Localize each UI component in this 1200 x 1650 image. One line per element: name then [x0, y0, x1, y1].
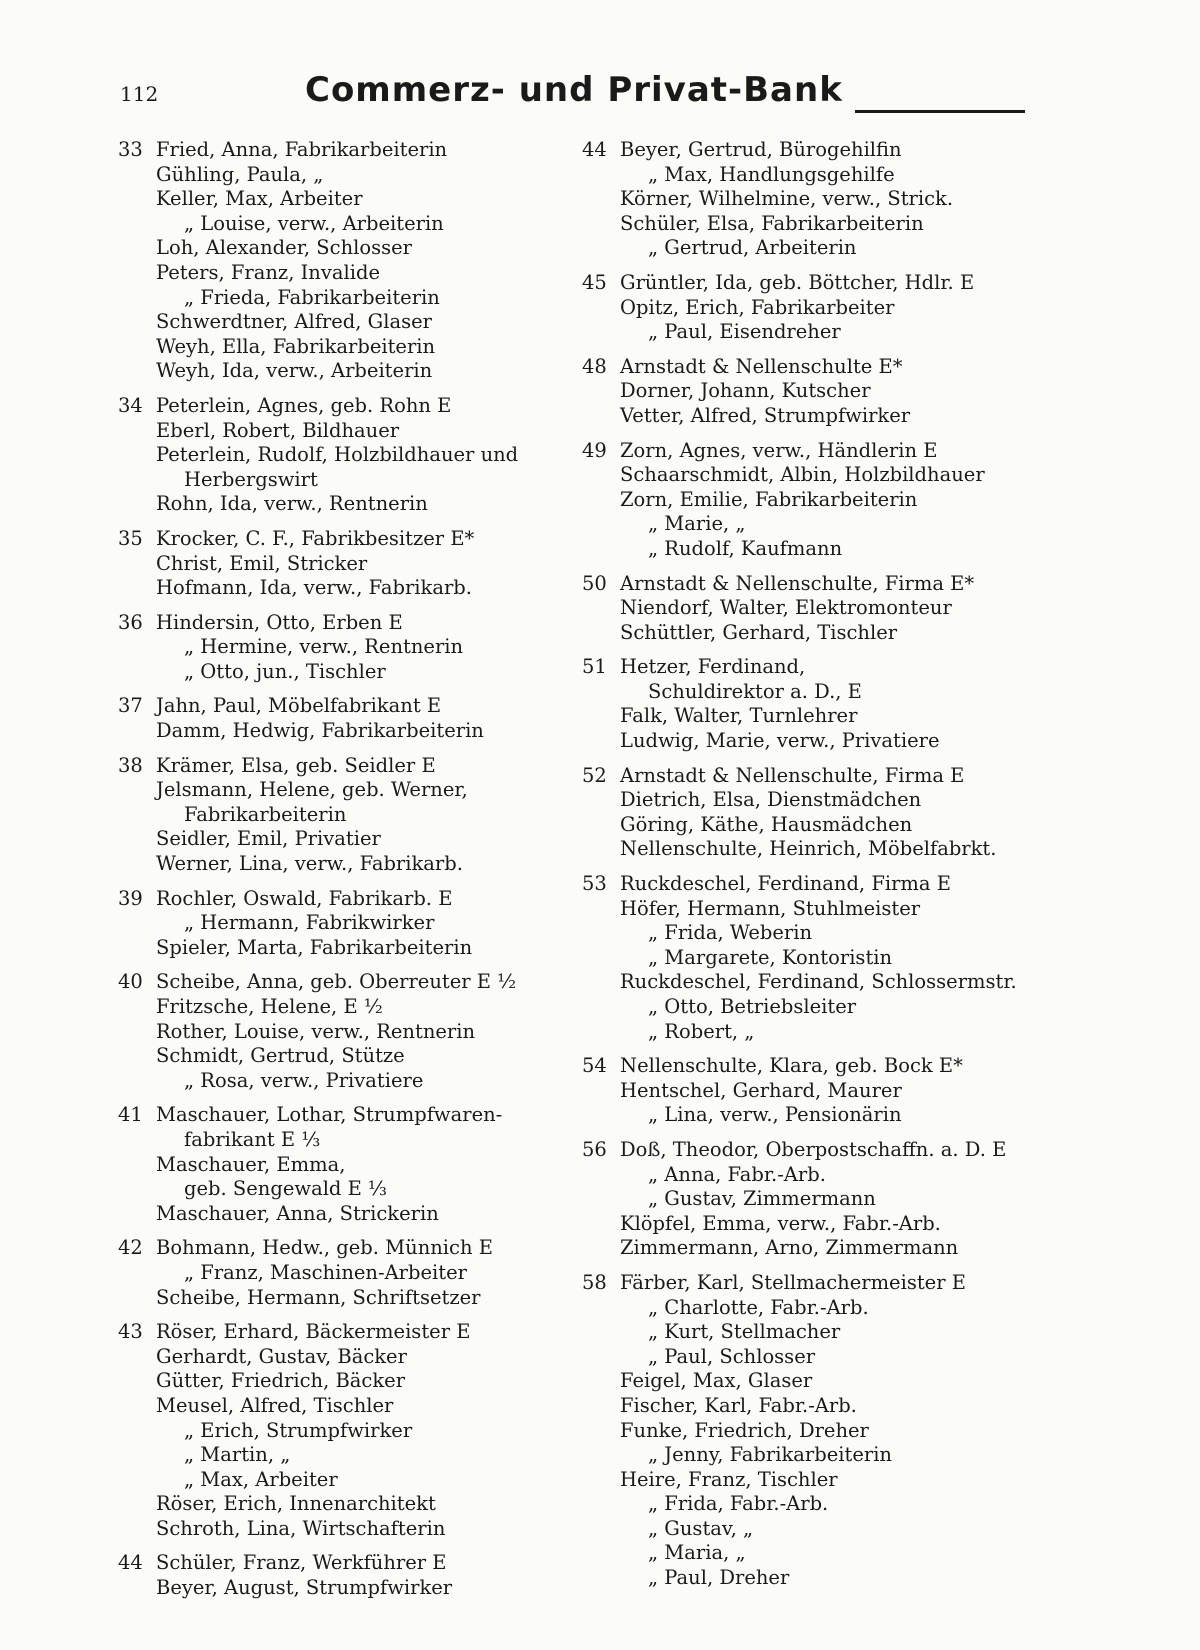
resident-line: Keller, Max, Arbeiter — [156, 187, 363, 211]
resident-line: „ Max, Arbeiter — [184, 1467, 338, 1491]
resident-line: „ Kurt, Stellmacher — [648, 1320, 841, 1344]
resident-line: Herbergswirt — [184, 467, 318, 491]
house-entry — [118, 1551, 588, 1600]
resident-line: Maschauer, Anna, Strickerin — [156, 1201, 439, 1225]
house-entry — [582, 138, 1052, 261]
resident-line: „ Maria, „ — [648, 1541, 746, 1565]
resident-line: Werner, Lina, verw., Fabrikarb. — [156, 852, 463, 876]
resident-line: Niendorf, Walter, Elektromonteur — [620, 596, 952, 620]
resident-line: „ Otto, Betriebsleiter — [648, 995, 857, 1018]
house-entry — [582, 271, 1052, 345]
resident-line: „ Robert, „ — [648, 1019, 755, 1043]
house-number: 48 — [582, 354, 607, 378]
house-entry — [582, 1054, 1052, 1128]
resident-line: Hentschel, Gerhard, Maurer — [620, 1078, 902, 1102]
house-number: 49 — [582, 438, 607, 462]
resident-line: „ Paul, Eisendreher — [648, 320, 841, 344]
house-number: 43 — [118, 1320, 143, 1344]
resident-line: Scheibe, Anna, geb. Oberreuter E ½ — [156, 970, 517, 994]
house-number: 36 — [118, 610, 143, 634]
resident-line: „ Hermann, Fabrikwirker — [184, 911, 435, 935]
resident-line: Zorn, Emilie, Fabrikarbeiterin — [620, 487, 918, 511]
house-number: 37 — [118, 694, 143, 718]
resident-line: Bohmann, Hedw., geb. Münnich E — [156, 1236, 493, 1260]
resident-line: Ludwig, Marie, verw., Privatiere — [620, 729, 940, 753]
resident-line: Opitz, Erich, Fabrikarbeiter — [620, 295, 895, 319]
resident-line: „ Marie, „ — [648, 512, 746, 536]
resident-line: „ Gustav, Zimmermann — [648, 1187, 876, 1211]
resident-line: „ Anna, Fabr.-Arb. — [648, 1162, 826, 1186]
resident-line: Seidler, Emil, Privatier — [156, 827, 381, 851]
house-number: 51 — [582, 655, 607, 679]
right-column — [582, 138, 1052, 1601]
resident-line: Rohn, Ida, verw., Rentnerin — [156, 492, 428, 516]
resident-line: Rochler, Oswald, Fabrikarb. E — [156, 886, 453, 910]
house-entry — [582, 355, 1052, 429]
resident-line: Jelsmann, Helene, geb. Werner, — [156, 778, 468, 802]
resident-line: „ Charlotte, Fabr.-Arb. — [648, 1295, 869, 1319]
resident-line: Ruckdeschel, Ferdinand, Schlossermstr. — [620, 970, 1017, 994]
house-number: 56 — [582, 1137, 607, 1161]
house-number: 35 — [118, 526, 143, 550]
resident-line: Gütter, Friedrich, Bäcker — [156, 1369, 406, 1393]
resident-line: Nellenschulte, Klara, geb. Bock E* — [620, 1054, 963, 1078]
resident-line: Loh, Alexander, Schlosser — [156, 236, 412, 260]
house-entry — [118, 1236, 588, 1310]
title-rule — [855, 110, 1025, 113]
resident-line: Göring, Käthe, Hausmädchen — [620, 812, 913, 836]
resident-line: „ Erich, Strumpfwirker — [184, 1418, 413, 1442]
house-entry — [118, 694, 588, 743]
resident-line: „ Martin, „ — [184, 1443, 291, 1467]
resident-line: Falk, Walter, Turnlehrer — [620, 704, 858, 728]
page-number: 112 — [120, 82, 159, 106]
house-entry — [582, 655, 1052, 753]
resident-line: Fabrikarbeiterin — [184, 802, 347, 826]
resident-line: Beyer, Gertrud, Bürogehilfin — [620, 138, 902, 161]
resident-line: Gühling, Paula, „ — [156, 162, 324, 186]
house-number: 45 — [582, 270, 607, 294]
resident-line: Schmidt, Gertrud, Stütze — [156, 1044, 405, 1068]
resident-line: Christ, Emil, Stricker — [156, 551, 368, 575]
house-number: 42 — [118, 1236, 143, 1260]
resident-line: Hofmann, Ida, verw., Fabrikarb. — [156, 576, 472, 600]
resident-line: Schuldirektor a. D., E — [648, 679, 862, 703]
house-entry — [582, 1138, 1052, 1261]
resident-line: Maschauer, Emma, — [156, 1152, 346, 1176]
house-number: 34 — [118, 393, 143, 417]
resident-line: Heire, Franz, Tischler — [620, 1467, 838, 1491]
house-number: 41 — [118, 1103, 143, 1127]
resident-line: Peters, Franz, Invalide — [156, 260, 380, 284]
resident-line: „ Hermine, verw., Rentnerin — [184, 635, 464, 659]
resident-line: Jahn, Paul, Möbelfabrikant E — [156, 694, 442, 718]
resident-line: Zorn, Agnes, verw., Händlerin E — [620, 438, 938, 462]
resident-line: „ Frieda, Fabrikarbeiterin — [184, 285, 440, 309]
house-number: 58 — [582, 1270, 607, 1294]
house-entry — [118, 527, 588, 601]
resident-line: Hindersin, Otto, Erben E — [156, 610, 403, 634]
resident-line: Krämer, Elsa, geb. Seidler E — [156, 753, 436, 777]
resident-line: Ruckdeschel, Ferdinand, Firma E — [620, 872, 951, 896]
resident-line: Schüttler, Gerhard, Tischler — [620, 620, 898, 644]
resident-line: Scheibe, Hermann, Schriftsetzer — [156, 1285, 481, 1309]
house-entry — [118, 611, 588, 685]
resident-line: Peterlein, Agnes, geb. Rohn E — [156, 393, 452, 417]
house-entry — [582, 439, 1052, 562]
house-entry — [582, 764, 1052, 862]
resident-line: Schüler, Franz, Werkführer E — [156, 1551, 447, 1575]
left-column — [118, 138, 588, 1611]
resident-line: Dietrich, Elsa, Dienstmädchen — [620, 788, 922, 812]
resident-line: Vetter, Alfred, Strumpfwirker — [620, 403, 911, 427]
house-entry — [582, 1271, 1052, 1591]
resident-line: „ Gertrud, Arbeiterin — [648, 236, 857, 260]
resident-line: Arnstadt & Nellenschulte, Firma E* — [620, 571, 975, 595]
resident-line: Röser, Erich, Innenarchitekt — [156, 1492, 436, 1516]
resident-line: Damm, Hedwig, Fabrikarbeiterin — [156, 719, 484, 743]
house-number: 39 — [118, 886, 143, 910]
resident-line: geb. Sengewald E ⅓ — [184, 1177, 387, 1201]
resident-line: Hetzer, Ferdinand, — [620, 655, 806, 679]
resident-line: Krocker, C. F., Fabrikbesitzer E* — [156, 526, 475, 550]
house-entry — [118, 394, 588, 517]
resident-line: Dorner, Johann, Kutscher — [620, 379, 871, 403]
house-number: 52 — [582, 763, 607, 787]
resident-line: Beyer, August, Strumpfwirker — [156, 1576, 453, 1600]
resident-line: Meusel, Alfred, Tischler — [156, 1393, 394, 1417]
resident-line: „ Gustav, „ — [648, 1516, 754, 1540]
resident-line: Doß, Theodor, Oberpostschaffn. a. D. E — [620, 1137, 1007, 1161]
house-entry — [118, 887, 588, 961]
resident-line: Zimmermann, Arno, Zimmermann — [620, 1236, 959, 1260]
resident-line: Röser, Erhard, Bäckermeister E — [156, 1320, 471, 1344]
resident-line: „ Otto, jun., Tischler — [184, 659, 386, 683]
resident-line: Nellenschulte, Heinrich, Möbelfabrkt. — [620, 837, 997, 861]
resident-line: „ Rosa, verw., Privatiere — [184, 1068, 424, 1092]
house-number: 54 — [582, 1054, 607, 1078]
house-entry — [582, 572, 1052, 646]
resident-line: Maschauer, Lothar, Strumpfwaren- — [156, 1103, 503, 1127]
resident-line: Peterlein, Rudolf, Holzbildhauer und — [156, 443, 519, 467]
resident-line: Weyh, Ella, Fabrikarbeiterin — [156, 334, 436, 358]
resident-line: Schaarschmidt, Albin, Holzbildhauer — [620, 463, 985, 487]
resident-line: Schwerdtner, Alfred, Glaser — [156, 310, 432, 334]
resident-line: „ Rudolf, Kaufmann — [648, 536, 843, 560]
house-entry — [118, 754, 588, 877]
house-number: 38 — [118, 753, 143, 777]
resident-line: „ Margarete, Kontoristin — [648, 945, 893, 969]
house-entry — [118, 1103, 588, 1226]
resident-line: Grüntler, Ida, geb. Böttcher, Hdlr. E — [620, 270, 975, 294]
house-number: 33 — [118, 138, 143, 161]
resident-line: „ Louise, verw., Arbeiterin — [184, 211, 444, 235]
resident-line: Fritzsche, Helene, E ½ — [156, 995, 383, 1018]
resident-line: Fischer, Karl, Fabr.-Arb. — [620, 1393, 857, 1417]
resident-line: Arnstadt & Nellenschulte, Firma E — [620, 763, 965, 787]
resident-line: Funke, Friedrich, Dreher — [620, 1418, 869, 1442]
resident-line: Färber, Karl, Stellmachermeister E — [620, 1270, 966, 1294]
house-entry — [118, 970, 588, 1093]
house-entry — [118, 1320, 588, 1541]
page-title: Commerz- und Privat-Bank — [305, 70, 843, 110]
resident-line: „ Franz, Maschinen-Arbeiter — [184, 1260, 467, 1284]
resident-line: Rother, Louise, verw., Rentnerin — [156, 1019, 476, 1043]
house-number: 40 — [118, 970, 143, 994]
page-header — [120, 70, 1020, 120]
resident-line: Spieler, Marta, Fabrikarbeiterin — [156, 935, 473, 959]
resident-line: Schroth, Lina, Wirtschafterin — [156, 1516, 446, 1540]
resident-line: Weyh, Ida, verw., Arbeiterin — [156, 359, 433, 383]
house-entry — [582, 872, 1052, 1044]
resident-line: „ Frida, Fabr.-Arb. — [648, 1492, 829, 1516]
resident-line: „ Paul, Schlosser — [648, 1344, 816, 1368]
resident-line: „ Lina, verw., Pensionärin — [648, 1103, 902, 1127]
house-number: 44 — [582, 138, 607, 161]
resident-line: Körner, Wilhelmine, verw., Strick. — [620, 187, 954, 211]
resident-line: „ Paul, Dreher — [648, 1566, 790, 1590]
house-number: 53 — [582, 872, 607, 896]
resident-line: Feigel, Max, Glaser — [620, 1369, 813, 1393]
resident-line: Eberl, Robert, Bildhauer — [156, 418, 400, 442]
house-entry — [118, 138, 588, 384]
resident-line: „ Frida, Weberin — [648, 921, 813, 945]
resident-line: Klöpfel, Emma, verw., Fabr.-Arb. — [620, 1211, 941, 1235]
house-number: 50 — [582, 571, 607, 595]
resident-line: Arnstadt & Nellenschulte E* — [620, 354, 903, 378]
resident-line: Fried, Anna, Fabrikarbeiterin — [156, 138, 448, 161]
resident-line: „ Jenny, Fabrikarbeiterin — [648, 1443, 892, 1467]
resident-line: „ Max, Handlungsgehilfe — [648, 162, 895, 186]
resident-line: fabrikant E ⅓ — [184, 1127, 321, 1151]
resident-line: Gerhardt, Gustav, Bäcker — [156, 1344, 407, 1368]
resident-line: Schüler, Elsa, Fabrikarbeiterin — [620, 211, 924, 235]
resident-line: Höfer, Hermann, Stuhlmeister — [620, 896, 921, 920]
house-number: 44 — [118, 1551, 143, 1575]
